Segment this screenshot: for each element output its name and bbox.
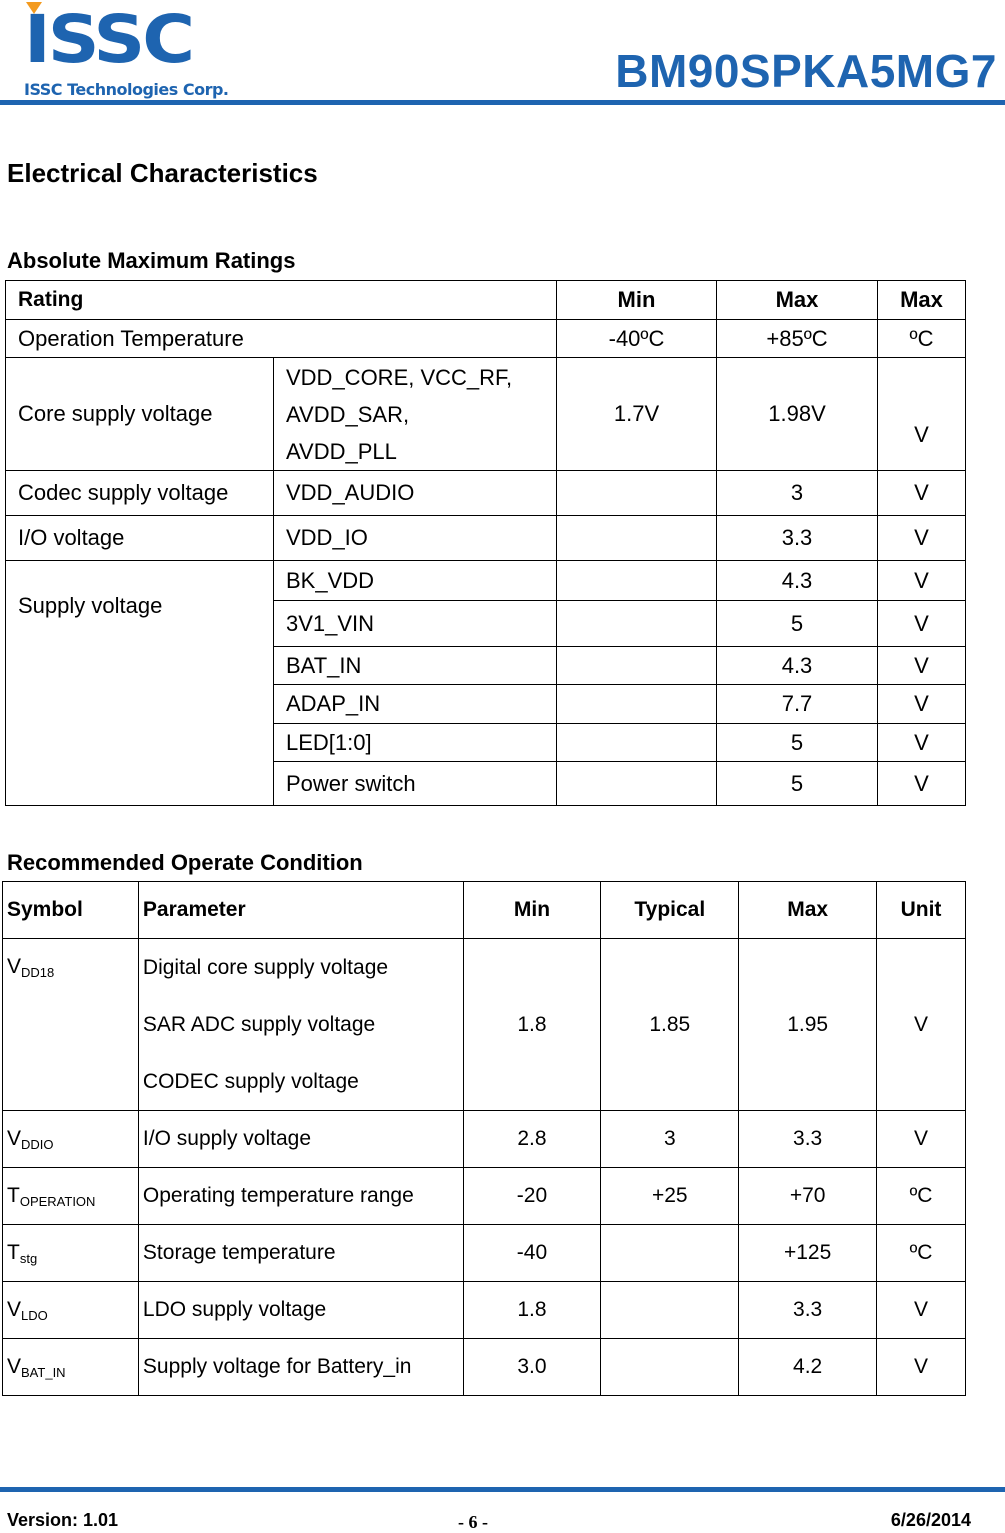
parameter-line: SAR ADC supply voltage xyxy=(142,1013,376,1036)
cell-typical xyxy=(601,1282,739,1339)
cell-min: 1.8 xyxy=(463,1282,601,1339)
cell-pin: ADAP_IN xyxy=(274,685,557,724)
cell-symbol xyxy=(3,1225,139,1282)
cell-min: 1.7V xyxy=(557,358,717,471)
cell-max: 4.3 xyxy=(717,647,878,685)
cell-pin: BK_VDD xyxy=(274,561,557,601)
table-row xyxy=(3,939,966,1111)
cell-symbol xyxy=(3,1111,139,1168)
cell-typical: 1.85 xyxy=(601,939,739,1111)
cell-unit: V xyxy=(877,939,966,1111)
symbol-subscript: LDO xyxy=(21,1307,48,1323)
table-row xyxy=(6,516,966,561)
cell-max: 3.3 xyxy=(739,1282,877,1339)
footer-date: 6/26/2014 xyxy=(890,1510,971,1530)
table-row xyxy=(6,358,966,471)
cell-parameter: Operating temperature range xyxy=(138,1168,463,1225)
cell-pin: BAT_IN xyxy=(274,647,557,685)
cell-min xyxy=(557,685,717,724)
col-header-min: Min xyxy=(463,882,601,939)
symbol-main: V xyxy=(7,1354,22,1378)
cell-min xyxy=(557,647,717,685)
cell-typical: +25 xyxy=(601,1168,739,1225)
cell-unit: V xyxy=(878,762,966,806)
col-header-max-2: Max xyxy=(878,281,966,320)
cell-symbol xyxy=(3,1168,139,1225)
cell-unit: V xyxy=(877,1282,966,1339)
parameter-line: CODEC supply voltage xyxy=(142,1070,359,1093)
cell-min xyxy=(557,471,717,516)
logo-subtitle: ISSC Technologies Corp. xyxy=(24,80,229,99)
symbol-main: V xyxy=(7,955,22,978)
cell-max: 3.3 xyxy=(717,516,878,561)
cell-min: 3.0 xyxy=(463,1339,601,1396)
cell-parameter: LDO supply voltage xyxy=(138,1282,463,1339)
pin-name: AVDD_PLL xyxy=(286,438,397,464)
cell-parameter: Storage temperature xyxy=(138,1225,463,1282)
cell-pins xyxy=(274,358,557,471)
cell-min xyxy=(557,561,717,601)
header-divider xyxy=(0,100,1005,105)
symbol-subscript: BAT_IN xyxy=(21,1364,66,1380)
cell-max: 4.2 xyxy=(739,1339,877,1396)
cell-unit: V xyxy=(878,561,966,601)
col-header-rating: Rating xyxy=(6,281,557,320)
cell-min: 2.8 xyxy=(463,1111,601,1168)
cell-max: 7.7 xyxy=(717,685,878,724)
cell-min: -20 xyxy=(463,1168,601,1225)
cell-pin: VDD_IO xyxy=(274,516,557,561)
cell-parameter: Supply voltage for Battery_in xyxy=(138,1339,463,1396)
symbol-subscript: OPERATION xyxy=(19,1193,96,1209)
table-row xyxy=(3,1168,966,1225)
cell-unit: V xyxy=(878,358,966,471)
footer-version: Version: 1.01 xyxy=(7,1510,119,1530)
table-row xyxy=(3,1111,966,1168)
cell-unit: V xyxy=(878,647,966,685)
cell-symbol xyxy=(3,1339,139,1396)
cell-unit: V xyxy=(878,724,966,762)
col-header-max: Max xyxy=(717,281,878,320)
cell-label: Supply voltage xyxy=(6,561,274,806)
cell-unit: V xyxy=(878,685,966,724)
cell-typical xyxy=(601,1339,739,1396)
cell-symbol xyxy=(3,939,139,1111)
company-logo xyxy=(10,0,229,100)
cell-typical xyxy=(601,1225,739,1282)
cell-max: 1.95 xyxy=(739,939,877,1111)
cell-pin: VDD_AUDIO xyxy=(274,471,557,516)
cell-pin: LED[1:0] xyxy=(274,724,557,762)
cell-unit: V xyxy=(878,516,966,561)
cell-min xyxy=(557,724,717,762)
col-header-unit: Unit xyxy=(877,882,966,939)
cell-symbol xyxy=(3,1282,139,1339)
amr-table xyxy=(5,280,966,806)
cell-min: -40 xyxy=(463,1225,601,1282)
symbol-subscript: stg xyxy=(19,1250,38,1266)
cell-parameter: I/O supply voltage xyxy=(138,1111,463,1168)
parameter-line: Digital core supply voltage xyxy=(142,956,389,979)
cell-max: 4.3 xyxy=(717,561,878,601)
document-id: BM90SPKA5MG7 xyxy=(615,45,997,97)
cell-unit: ºC xyxy=(878,320,966,358)
cell-min xyxy=(557,516,717,561)
table-row xyxy=(6,320,966,358)
table-row xyxy=(6,561,966,601)
col-header-symbol: Symbol xyxy=(3,882,139,939)
cell-pin: 3V1_VIN xyxy=(274,601,557,647)
symbol-main: V xyxy=(7,1126,22,1150)
page-title: Electrical Characteristics xyxy=(7,158,318,188)
symbol-main: T xyxy=(7,1240,20,1264)
footer-page-number: - 6 - xyxy=(458,1512,488,1532)
pin-name: VDD_CORE, VCC_RF, xyxy=(286,364,513,390)
col-header-min: Min xyxy=(557,281,717,320)
cell-max: +70 xyxy=(739,1168,877,1225)
table-row xyxy=(3,1225,966,1282)
cell-unit: V xyxy=(877,1339,966,1396)
cell-max: 3.3 xyxy=(739,1111,877,1168)
cell-label: Codec supply voltage xyxy=(6,471,274,516)
amr-heading: Absolute Maximum Ratings xyxy=(7,248,296,273)
cell-typical: 3 xyxy=(601,1111,739,1168)
table-row xyxy=(6,471,966,516)
cell-max: 5 xyxy=(717,601,878,647)
cell-max: 5 xyxy=(717,724,878,762)
cell-unit: V xyxy=(878,601,966,647)
cell-label: Core supply voltage xyxy=(6,358,274,471)
roc-table xyxy=(2,881,966,1396)
col-header-max: Max xyxy=(739,882,877,939)
cell-max: +125 xyxy=(739,1225,877,1282)
cell-unit: ºC xyxy=(877,1225,966,1282)
col-header-parameter: Parameter xyxy=(138,882,463,939)
logo-text: ISSC xyxy=(24,0,193,78)
cell-label: I/O voltage xyxy=(6,516,274,561)
cell-pin: Power switch xyxy=(274,762,557,806)
pin-name: AVDD_SAR, xyxy=(286,401,410,427)
symbol-main: V xyxy=(7,1297,22,1321)
roc-heading: Recommended Operate Condition xyxy=(7,850,363,875)
cell-parameter xyxy=(138,939,463,1111)
cell-max: 1.98V xyxy=(717,358,878,471)
symbol-subscript: DD18 xyxy=(21,965,55,980)
col-header-typical: Typical xyxy=(601,882,739,939)
table-header-row xyxy=(6,281,966,320)
cell-label: Operation Temperature xyxy=(6,320,557,358)
symbol-subscript: DDIO xyxy=(21,1136,54,1152)
table-header-row xyxy=(3,882,966,939)
cell-unit: ºC xyxy=(877,1168,966,1225)
cell-min xyxy=(557,762,717,806)
table-row xyxy=(3,1282,966,1339)
table-row xyxy=(3,1339,966,1396)
cell-max: 3 xyxy=(717,471,878,516)
cell-max: +85ºC xyxy=(717,320,878,358)
symbol-main: T xyxy=(7,1183,20,1207)
cell-min: 1.8 xyxy=(463,939,601,1111)
cell-max: 5 xyxy=(717,762,878,806)
cell-min xyxy=(557,601,717,647)
cell-min: -40ºC xyxy=(557,320,717,358)
cell-unit: V xyxy=(878,471,966,516)
footer-divider xyxy=(0,1487,1005,1492)
cell-unit: V xyxy=(877,1111,966,1168)
